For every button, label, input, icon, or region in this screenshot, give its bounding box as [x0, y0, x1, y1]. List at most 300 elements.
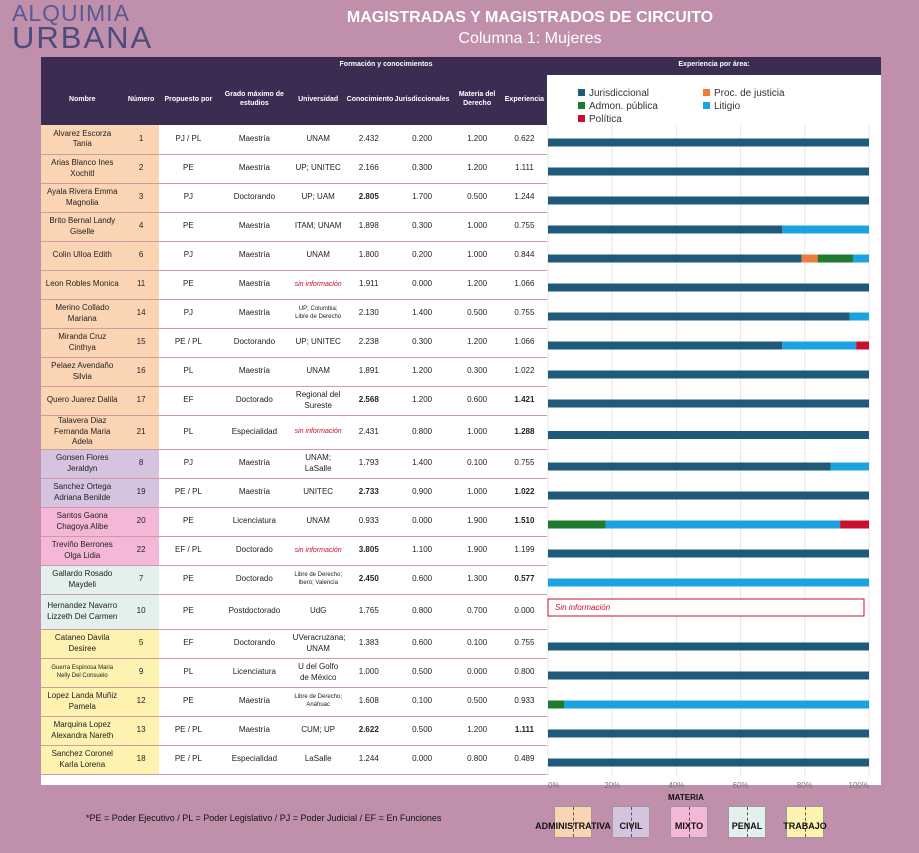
- cell-name: Talavera Diaz Fernanda Maria Adela: [41, 415, 124, 449]
- cell-mat: 0.600: [452, 386, 502, 415]
- cell-con: 2.432: [346, 125, 392, 154]
- cell-grado: Especialidad: [218, 745, 291, 774]
- materia-swatch: [535, 806, 611, 838]
- cell-jur: 0.800: [392, 594, 453, 629]
- column-header: Conocimiento: [346, 75, 392, 125]
- cell-grado: Doctorando: [218, 629, 291, 658]
- bar-segment: [548, 672, 869, 680]
- bar-segment: [548, 255, 802, 263]
- cell-num: 21: [124, 415, 159, 449]
- column-header: Materia del Derecho: [452, 75, 502, 125]
- cell-mat: 1.200: [452, 328, 502, 357]
- cell-jur: 0.000: [392, 507, 453, 536]
- cell-con: 1.383: [346, 629, 392, 658]
- x-tick-label: 0%: [548, 781, 560, 790]
- cell-jur: 0.600: [392, 629, 453, 658]
- table-row: [41, 241, 547, 270]
- bar-segment: [782, 342, 856, 350]
- cell-con: 2.166: [346, 154, 392, 183]
- cell-prop: PE: [159, 565, 218, 594]
- materia-label: TRABAJO: [783, 821, 827, 831]
- bar-segment: [802, 255, 818, 263]
- cell-con: 1.793: [346, 449, 392, 478]
- cell-name: Colin Ulloa Edith: [41, 241, 124, 270]
- cell-name: Guerra Espinosa Maria Nelly Del Consuelo: [41, 658, 124, 687]
- table-row: [41, 299, 547, 328]
- cell-exp: 1.111: [502, 716, 547, 745]
- cell-univ: UNAM; LaSalle: [291, 449, 346, 478]
- cell-exp: 0.755: [502, 299, 547, 328]
- cell-univ: UdG: [291, 594, 346, 629]
- cell-name: Merino Collado Mariana: [41, 299, 124, 328]
- cell-univ: UVeracruzana; UNAM: [291, 629, 346, 658]
- cell-grado: Maestría: [218, 357, 291, 386]
- cell-num: 9: [124, 658, 159, 687]
- cell-num: 17: [124, 386, 159, 415]
- cell-num: 19: [124, 478, 159, 507]
- cell-con: 2.238: [346, 328, 392, 357]
- cell-mat: 0.000: [452, 658, 502, 687]
- bar-segment: [606, 521, 840, 529]
- cell-prop: PE / PL: [159, 328, 218, 357]
- cell-con: 1.000: [346, 658, 392, 687]
- cell-exp: 1.066: [502, 270, 547, 299]
- bar-segment: [548, 284, 869, 292]
- cell-grado: Doctorado: [218, 386, 291, 415]
- table-row: [41, 658, 547, 687]
- x-tick-label: 20%: [604, 781, 621, 790]
- cell-grado: Maestría: [218, 687, 291, 716]
- legend-item: [703, 88, 785, 99]
- bar-segment: [564, 701, 869, 709]
- cell-mat: 1.000: [452, 478, 502, 507]
- table-row: [41, 386, 547, 415]
- cell-mat: 1.200: [452, 154, 502, 183]
- column-header: Grado máximo de estudios: [218, 75, 291, 125]
- bar-segment: [548, 139, 869, 147]
- cell-jur: 0.100: [392, 687, 453, 716]
- cell-prop: PE / PL: [159, 745, 218, 774]
- cell-mat: 1.900: [452, 507, 502, 536]
- legend-label: Jurisdiccional: [589, 88, 650, 99]
- cell-num: 15: [124, 328, 159, 357]
- cell-univ: U del Golfo de México: [291, 658, 346, 687]
- cell-jur: 1.400: [392, 299, 453, 328]
- group-header-experiencia: Experiencia por área:: [678, 61, 750, 68]
- cell-con: 3.805: [346, 536, 392, 565]
- cell-grado: Licenciatura: [218, 507, 291, 536]
- legend-swatch: [578, 115, 585, 122]
- logo-line1: ALQUIMIA: [12, 0, 130, 26]
- legend-label: Litigio: [714, 101, 741, 112]
- cell-con: 2.568: [346, 386, 392, 415]
- page-title-block: [290, 9, 770, 48]
- cell-jur: 1.400: [392, 449, 453, 478]
- group-header-bar: [41, 57, 881, 75]
- cell-grado: Maestría: [218, 154, 291, 183]
- cell-jur: 0.300: [392, 328, 453, 357]
- cell-con: 1.800: [346, 241, 392, 270]
- column-header: Número: [124, 75, 159, 125]
- cell-prop: PE / PL: [159, 478, 218, 507]
- page-title: MAGISTRADAS Y MAGISTRADOS DE CIRCUITO: [346, 9, 714, 26]
- cell-exp: 0.000: [502, 594, 547, 629]
- cell-mat: 0.100: [452, 449, 502, 478]
- cell-grado: Licenciatura: [218, 658, 291, 687]
- cell-exp: 1.288: [502, 415, 547, 449]
- table-row: [41, 415, 547, 449]
- bar-segment: [548, 643, 869, 651]
- cell-exp: 0.800: [502, 658, 547, 687]
- cell-prop: PE: [159, 154, 218, 183]
- materia-swatch: [783, 806, 827, 838]
- cell-prop: EF: [159, 386, 218, 415]
- cell-num: 14: [124, 299, 159, 328]
- cell-con: 2.805: [346, 183, 392, 212]
- cell-con: 2.733: [346, 478, 392, 507]
- cell-num: 18: [124, 745, 159, 774]
- materia-swatch: [670, 806, 708, 838]
- column-header: Experiencia: [502, 75, 547, 125]
- cell-jur: 1.200: [392, 357, 453, 386]
- cell-exp: 0.755: [502, 212, 547, 241]
- cell-exp: 1.421: [502, 386, 547, 415]
- cell-exp: 1.199: [502, 536, 547, 565]
- cell-prop: PE: [159, 687, 218, 716]
- table-row: [41, 565, 547, 594]
- legend-swatch: [578, 89, 585, 96]
- cell-jur: 1.700: [392, 183, 453, 212]
- table-row: [41, 270, 547, 299]
- table-row: [41, 478, 547, 507]
- cell-num: 2: [124, 154, 159, 183]
- cell-jur: 0.300: [392, 154, 453, 183]
- x-tick-label: 60%: [732, 781, 749, 790]
- cell-exp: 0.622: [502, 125, 547, 154]
- cell-con: 2.431: [346, 415, 392, 449]
- cell-num: 10: [124, 594, 159, 629]
- cell-con: 0.933: [346, 507, 392, 536]
- cell-jur: 0.200: [392, 125, 453, 154]
- bar-segment: [548, 579, 869, 587]
- legend-item: [578, 101, 658, 112]
- cell-prop: PJ: [159, 183, 218, 212]
- cell-num: 5: [124, 629, 159, 658]
- cell-jur: 0.000: [392, 270, 453, 299]
- cell-prop: EF / PL: [159, 536, 218, 565]
- cell-prop: PL: [159, 415, 218, 449]
- cell-exp: 0.933: [502, 687, 547, 716]
- cell-num: 4: [124, 212, 159, 241]
- cell-mat: 1.000: [452, 241, 502, 270]
- cell-num: 20: [124, 507, 159, 536]
- cell-name: Santos Gaona Chagoya Alibe: [41, 507, 124, 536]
- page-subtitle: Columna 1: Mujeres: [458, 30, 602, 47]
- column-header: Propuesto por: [159, 75, 218, 125]
- x-tick-label: 80%: [796, 781, 813, 790]
- cell-con: 1.898: [346, 212, 392, 241]
- legend-label: Admon. pública: [589, 101, 658, 112]
- legend-swatch: [703, 102, 710, 109]
- cell-exp: 1.244: [502, 183, 547, 212]
- cell-num: 16: [124, 357, 159, 386]
- bar-segment: [818, 255, 853, 263]
- cell-univ: UNITEC: [291, 478, 346, 507]
- bar-segment: [548, 730, 869, 738]
- cell-name: Hernandez Navarro Lizzeth Del Carmen: [41, 594, 124, 629]
- cell-exp: 0.489: [502, 745, 547, 774]
- cell-mat: 1.900: [452, 536, 502, 565]
- table-row: [41, 507, 547, 536]
- materia-label: ADMINISTRATIVA: [535, 821, 611, 831]
- bar-segment: [856, 342, 869, 350]
- table-row: [41, 357, 547, 386]
- table-row: [41, 183, 547, 212]
- cell-mat: 0.500: [452, 687, 502, 716]
- cell-mat: 1.000: [452, 212, 502, 241]
- cell-num: 11: [124, 270, 159, 299]
- cell-grado: Maestría: [218, 270, 291, 299]
- cell-univ: sin información: [291, 536, 346, 565]
- cell-prop: PJ: [159, 449, 218, 478]
- cell-num: 6: [124, 241, 159, 270]
- cell-prop: PE: [159, 507, 218, 536]
- cell-jur: 0.500: [392, 716, 453, 745]
- cell-jur: 1.200: [392, 386, 453, 415]
- cell-name: Arias Blanco Ines Xochitl: [41, 154, 124, 183]
- cell-univ: UP; Columbia; Libre de Derecho: [291, 299, 346, 328]
- cell-prop: PE: [159, 594, 218, 629]
- cell-univ: Libre de Derecho; Anáhuac: [291, 687, 346, 716]
- cell-jur: 0.600: [392, 565, 453, 594]
- cell-jur: 1.100: [392, 536, 453, 565]
- cell-grado: Maestría: [218, 716, 291, 745]
- x-tick-label: 100%: [848, 781, 869, 790]
- cell-grado: Doctorado: [218, 536, 291, 565]
- logo: [12, 0, 154, 55]
- cell-num: 8: [124, 449, 159, 478]
- cell-grado: Maestría: [218, 241, 291, 270]
- table-row: [41, 687, 547, 716]
- cell-exp: 1.022: [502, 357, 547, 386]
- cell-univ: UP; UAM: [291, 183, 346, 212]
- cell-univ: UNAM: [291, 357, 346, 386]
- cell-mat: 1.300: [452, 565, 502, 594]
- cell-num: 22: [124, 536, 159, 565]
- column-header: Nombre: [41, 75, 124, 125]
- legend-label: Política: [589, 114, 622, 125]
- footnote: *PE = Poder Ejecutivo / PL = Poder Legislativo / PJ = Poder Judicial / EF = En Funciones: [86, 813, 442, 823]
- cell-prop: EF: [159, 629, 218, 658]
- experience-chart: [547, 75, 881, 790]
- table-row: [41, 125, 547, 154]
- cell-mat: 0.800: [452, 745, 502, 774]
- cell-univ: Regional del Sureste: [291, 386, 346, 415]
- legend-item: [703, 101, 740, 112]
- cell-name: Treviño Berrones Olga Lidia: [41, 536, 124, 565]
- cell-grado: Doctorado: [218, 565, 291, 594]
- bar-segment: [548, 226, 782, 234]
- cell-grado: Doctorando: [218, 328, 291, 357]
- bar-segment: [548, 313, 850, 321]
- cell-grado: Maestría: [218, 449, 291, 478]
- cell-con: 1.244: [346, 745, 392, 774]
- legend-item: [578, 88, 649, 99]
- bar-segment: [548, 168, 869, 176]
- cell-univ: sin información: [291, 270, 346, 299]
- cell-name: Cataneo Davila Desiree: [41, 629, 124, 658]
- materia-swatch: [728, 806, 766, 838]
- table-row: [41, 594, 547, 629]
- cell-univ: ITAM; UNAM: [291, 212, 346, 241]
- bar-segment: [850, 313, 869, 321]
- cell-grado: Maestría: [218, 212, 291, 241]
- cell-num: 13: [124, 716, 159, 745]
- cell-num: 7: [124, 565, 159, 594]
- cell-mat: 1.200: [452, 125, 502, 154]
- bar-segment: [853, 255, 869, 263]
- annotation-text: Sin información: [555, 603, 611, 612]
- cell-exp: 0.577: [502, 565, 547, 594]
- cell-mat: 1.200: [452, 716, 502, 745]
- table-row: [41, 328, 547, 357]
- materia-label: PENAL: [731, 821, 763, 831]
- bar-segment: [548, 701, 564, 709]
- table-row: [41, 745, 547, 774]
- cell-exp: 0.755: [502, 629, 547, 658]
- bar-segment: [548, 342, 782, 350]
- cell-exp: 1.066: [502, 328, 547, 357]
- table-row: [41, 716, 547, 745]
- cell-name: Alvarez Escorza Tania: [41, 125, 124, 154]
- cell-univ: LaSalle: [291, 745, 346, 774]
- table-row: [41, 212, 547, 241]
- cell-con: 2.622: [346, 716, 392, 745]
- cell-name: Marquina Lopez Alexandra Nareth: [41, 716, 124, 745]
- candidates-table: [41, 75, 547, 775]
- cell-con: 2.130: [346, 299, 392, 328]
- cell-univ: UNAM: [291, 507, 346, 536]
- cell-name: Miranda Cruz Cinthya: [41, 328, 124, 357]
- cell-univ: CUM; UP: [291, 716, 346, 745]
- cell-name: Gonsen Flores Jeraldyn: [41, 449, 124, 478]
- legend-item: [578, 114, 622, 125]
- cell-exp: 1.510: [502, 507, 547, 536]
- bar-segment: [830, 463, 869, 471]
- cell-univ: UNAM: [291, 125, 346, 154]
- bar-segment: [548, 197, 869, 205]
- cell-mat: 0.500: [452, 183, 502, 212]
- cell-prop: PJ / PL: [159, 125, 218, 154]
- table-row: [41, 629, 547, 658]
- cell-exp: 1.111: [502, 154, 547, 183]
- bar-segment: [548, 492, 869, 500]
- bar-segment: [840, 521, 869, 529]
- cell-mat: 0.300: [452, 357, 502, 386]
- cell-univ: UP; UNITEC: [291, 154, 346, 183]
- bar-segment: [548, 521, 606, 529]
- cell-name: Sanchez Ortega Adriana Benilde: [41, 478, 124, 507]
- cell-name: Leon Robles Monica: [41, 270, 124, 299]
- bar-segment: [548, 371, 869, 379]
- table-row: [41, 536, 547, 565]
- materia-swatch: [612, 806, 650, 838]
- cell-name: Brito Bernal Landy Giselle: [41, 212, 124, 241]
- cell-name: Ayala Rivera Emma Magnolia: [41, 183, 124, 212]
- cell-exp: 0.844: [502, 241, 547, 270]
- cell-jur: 0.300: [392, 212, 453, 241]
- cell-con: 2.450: [346, 565, 392, 594]
- cell-con: 1.911: [346, 270, 392, 299]
- cell-prop: PL: [159, 357, 218, 386]
- bar-segment: [548, 759, 869, 767]
- column-header: Universidad: [291, 75, 346, 125]
- cell-mat: 0.500: [452, 299, 502, 328]
- cell-grado: Especialidad: [218, 415, 291, 449]
- cell-jur: 0.000: [392, 745, 453, 774]
- cell-exp: 1.022: [502, 478, 547, 507]
- table-row: [41, 154, 547, 183]
- cell-prop: PJ: [159, 241, 218, 270]
- materia-legend-title: MATERIA: [668, 793, 704, 802]
- bar-segment: [548, 550, 869, 558]
- cell-mat: 0.100: [452, 629, 502, 658]
- bar-segment: [548, 400, 869, 408]
- legend-swatch: [578, 102, 585, 109]
- cell-name: Pelaez Avendaño Silvia: [41, 357, 124, 386]
- cell-name: Sanchez Coronel Karla Lorena: [41, 745, 124, 774]
- cell-mat: 0.700: [452, 594, 502, 629]
- cell-exp: 0.755: [502, 449, 547, 478]
- cell-name: Gallardo Rosado Maydeli: [41, 565, 124, 594]
- cell-univ: UP; UNITEC: [291, 328, 346, 357]
- table-header-row: [41, 75, 547, 125]
- cell-prop: PJ: [159, 299, 218, 328]
- column-header: Jurisdiccionales: [392, 75, 453, 125]
- bar-segment: [782, 226, 869, 234]
- cell-name: Quero Juarez Dalila: [41, 386, 124, 415]
- legend-swatch: [703, 89, 710, 96]
- cell-univ: UNAM: [291, 241, 346, 270]
- logo-line2: URBANA: [12, 20, 154, 55]
- cell-univ: Libre de Derecho; Ibero; Valencia: [291, 565, 346, 594]
- cell-grado: Postdoctorado: [218, 594, 291, 629]
- bar-segment: [548, 431, 869, 439]
- cell-grado: Doctorando: [218, 183, 291, 212]
- cell-num: 3: [124, 183, 159, 212]
- legend-label: Proc. de justicia: [714, 88, 785, 99]
- cell-num: 1: [124, 125, 159, 154]
- table-row: [41, 449, 547, 478]
- data-panel: [41, 57, 881, 790]
- group-header-formacion: Formación y conocimientos: [339, 61, 433, 68]
- cell-grado: Maestría: [218, 478, 291, 507]
- bar-segment: [548, 463, 830, 471]
- cell-jur: 0.500: [392, 658, 453, 687]
- cell-grado: Maestría: [218, 299, 291, 328]
- cell-con: 1.891: [346, 357, 392, 386]
- cell-jur: 0.900: [392, 478, 453, 507]
- cell-con: 1.765: [346, 594, 392, 629]
- cell-grado: Maestría: [218, 125, 291, 154]
- cell-prop: PE: [159, 212, 218, 241]
- cell-prop: PL: [159, 658, 218, 687]
- materia-label: MIXTO: [674, 821, 704, 831]
- cell-prop: PE: [159, 270, 218, 299]
- x-tick-label: 40%: [668, 781, 685, 790]
- cell-mat: 1.000: [452, 415, 502, 449]
- cell-prop: PE / PL: [159, 716, 218, 745]
